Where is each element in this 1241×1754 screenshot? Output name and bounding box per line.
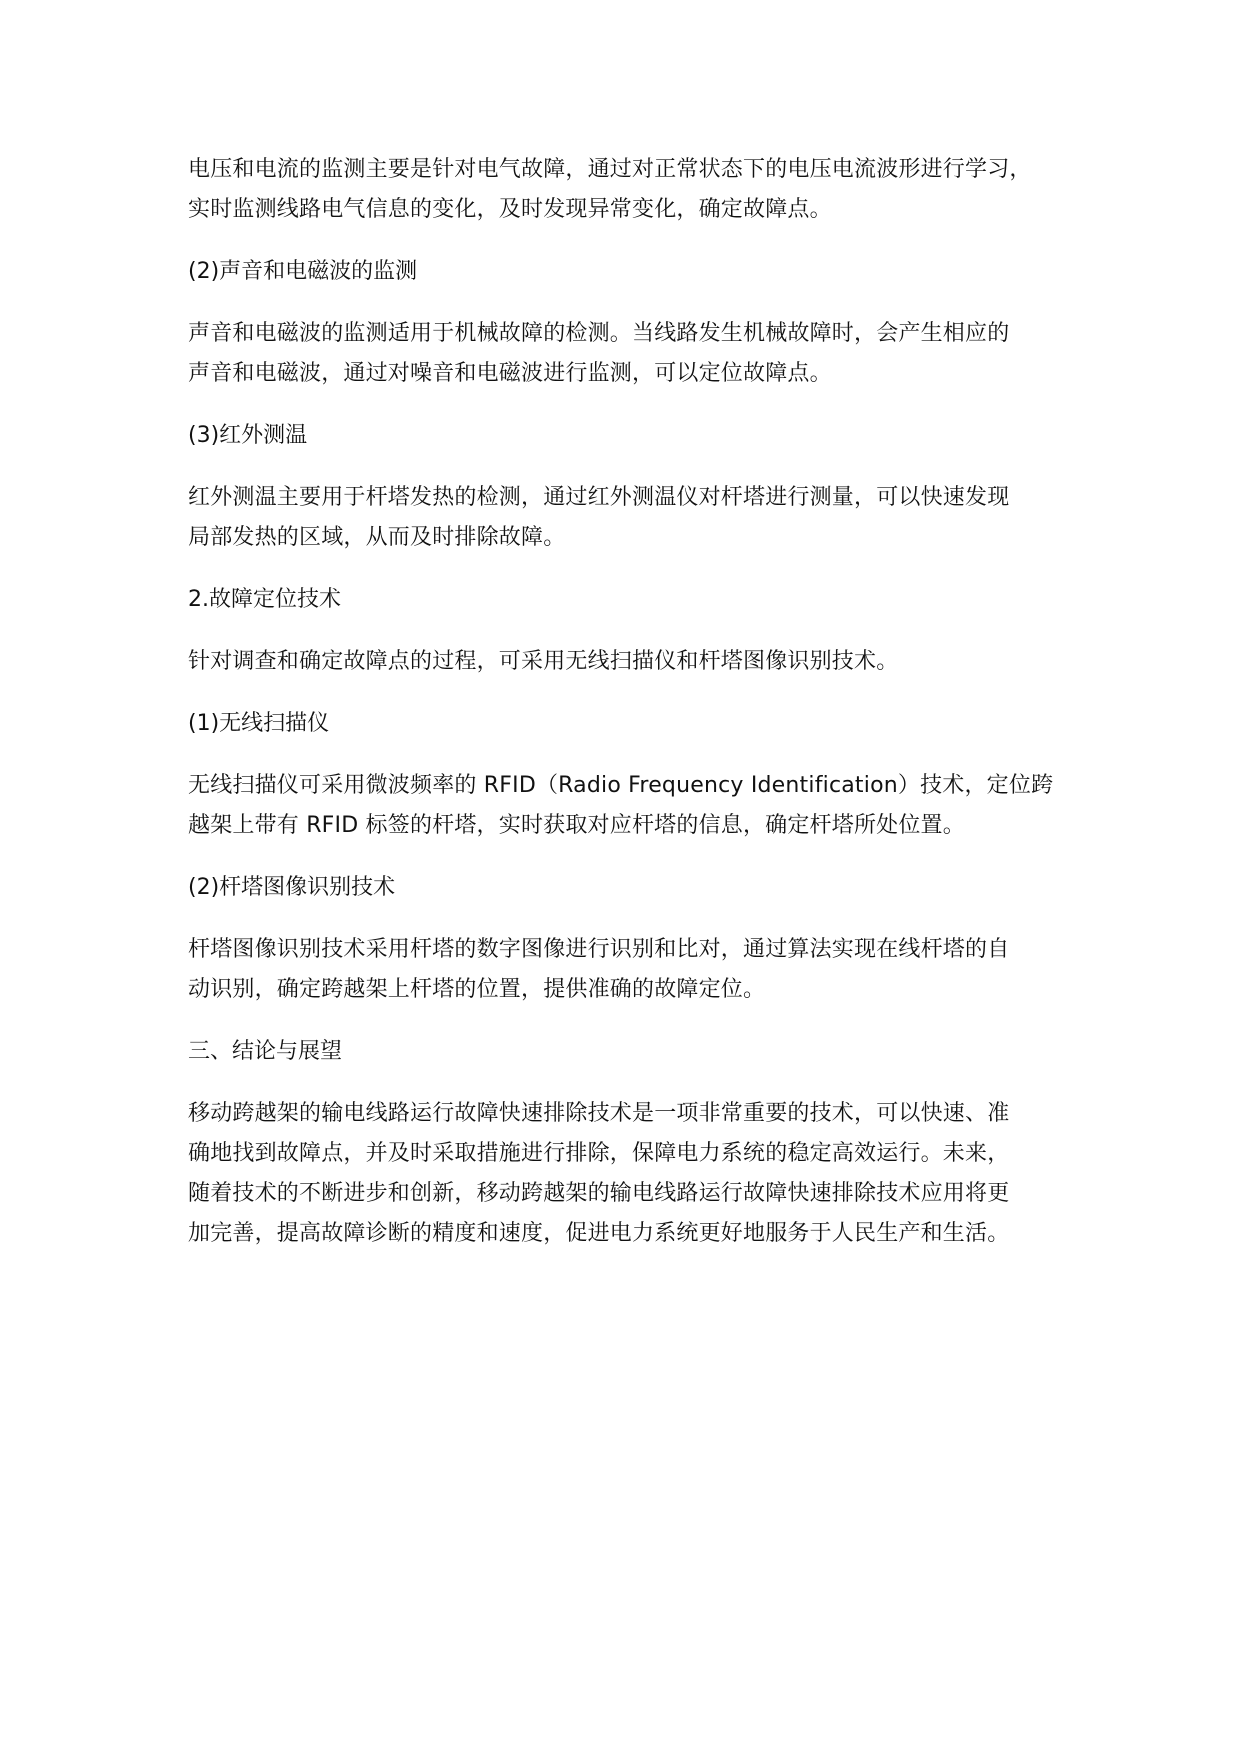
text-line: 电压和电流的监测主要是针对电气故障，通过对正常状态下的电压电流波形进行学习，: [188, 157, 1032, 182]
text-line: 确地找到故障点，并及时采取措施进行排除，保障电力系统的稳定高效运行。未来，: [188, 1141, 1010, 1166]
paragraph-voltage-current-monitoring: [188, 150, 1078, 230]
paragraph-fault-location-intro: [188, 642, 1078, 682]
heading-conclusion-outlook: 三、结论与展望: [188, 1039, 343, 1064]
text-line: 杆塔图像识别技术采用杆塔的数字图像进行识别和比对，通过算法实现在线杆塔的自: [188, 937, 1010, 962]
text-line: 红外测温主要用于杆塔发热的检测，通过红外测温仪对杆塔进行测量，可以快速发现: [188, 485, 1010, 510]
heading-fault-location-technology: 2.故障定位技术: [188, 587, 341, 612]
heading-tower-image-recognition: (2)杆塔图像识别技术: [188, 875, 396, 900]
text-line: 随着技术的不断进步和创新，移动跨越架的输电线路运行故障快速排除技术应用将更: [188, 1181, 1010, 1206]
text-line: 针对调查和确定故障点的过程，可采用无线扫描仪和杆塔图像识别技术。: [188, 649, 899, 674]
text-line: 动识别，确定跨越架上杆塔的位置，提供准确的故障定位。: [188, 977, 766, 1002]
text-line: 声音和电磁波的监测适用于机械故障的检测。当线路发生机械故障时，会产生相应的: [188, 321, 1010, 346]
text-line: 局部发热的区域，从而及时排除故障。: [188, 525, 566, 550]
paragraph-conclusion: [188, 1094, 1078, 1254]
heading-wireless-scanner: (1)无线扫描仪: [188, 711, 330, 736]
text-line: 越架上带有 RFID 标签的杆塔，实时获取对应杆塔的信息，确定杆塔所处位置。: [188, 813, 965, 838]
paragraph-tower-image-recognition: [188, 930, 1078, 1010]
text-line: 移动跨越架的输电线路运行故障快速排除技术是一项非常重要的技术，可以快速、准: [188, 1101, 1010, 1126]
paragraph-wireless-scanner: [188, 766, 1078, 846]
document-body: [188, 150, 1078, 1276]
text-line: 实时监测线路电气信息的变化，及时发现异常变化，确定故障点。: [188, 197, 832, 222]
text-line: 声音和电磁波，通过对噪音和电磁波进行监测，可以定位故障点。: [188, 361, 832, 386]
heading-infrared-temperature: (3)红外测温: [188, 423, 308, 448]
paragraph-infrared-temperature: [188, 478, 1078, 558]
text-line: 无线扫描仪可采用微波频率的 RFID（Radio Frequency Identification）技术，定位跨: [188, 773, 1054, 798]
paragraph-sound-em-wave: [188, 314, 1078, 394]
heading-sound-em-wave-monitoring: (2)声音和电磁波的监测: [188, 259, 418, 284]
text-line: 加完善，提高故障诊断的精度和速度，促进电力系统更好地服务于人民生产和生活。: [188, 1221, 1010, 1246]
